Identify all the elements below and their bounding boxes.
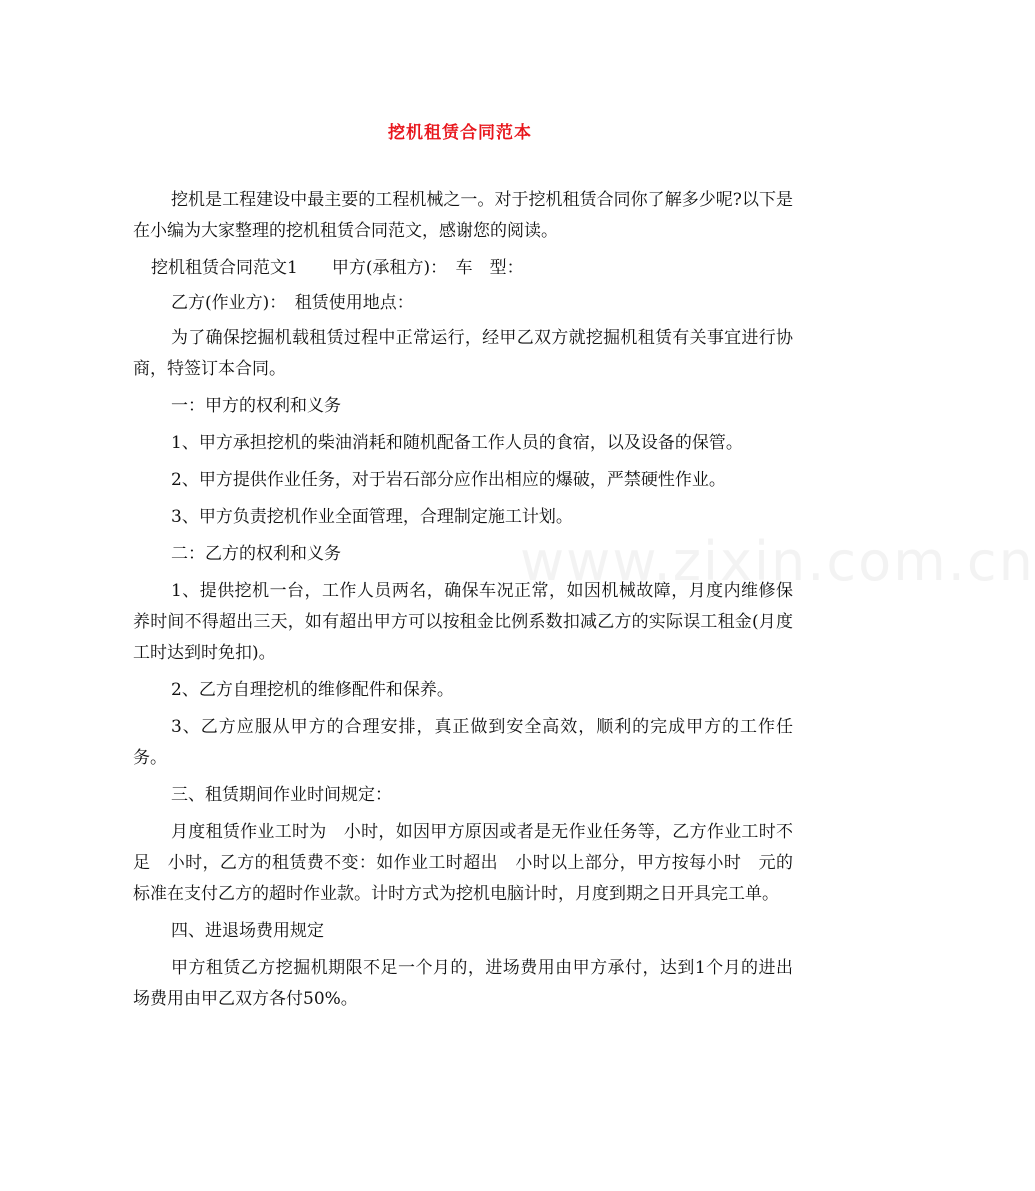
party-b-item-2: 2、乙方自理挖机的维修配件和保养。 [171,680,454,700]
contract-purpose: 为了确保挖掘机载租赁过程中正常运行，经甲乙双方就挖掘机租赁有关事宜进行协商，特签订本合同。 [133,328,793,379]
working-time-paragraph: 月度租赁作业工时为 小时，如因甲方原因或者是无作业任务等，乙方作业工时不足 小时，乙方的租赁费不变：如作业工时超出 小时以上部分，甲方按每小时 元的标准在支付乙方的超时作业款。计时方式为挖机电脑计时，月度到期之日开具完工单。 [133,822,793,904]
party-a-item-1: 1、甲方承担挖机的柴油消耗和随机配备工作人员的食宿，以及设备的保管。 [171,433,743,453]
contract-header-line: 挖机租赁合同范文1 甲方(承租方)： 车 型： [151,258,524,278]
section-heading-party-b: 二：乙方的权利和义务 [171,544,341,564]
section-heading-party-a: 一：甲方的权利和义务 [171,396,341,416]
entry-exit-fees-paragraph: 甲方租赁乙方挖掘机期限不足一个月的，进场费用由甲方承付，达到1个月的进出场费用由甲乙双方各付50%。 [133,958,793,1009]
document-title: 挖机租赁合同范本 [388,123,532,143]
party-b-item-1: 1、提供挖机一台，工作人员两名，确保车况正常，如因机械故障，月度内维修保养时间不得超出三天，如有超出甲方可以按租金比例系数扣减乙方的实际误工租金(月度工时达到时免扣)。 [133,581,793,663]
document-body [133,185,793,1021]
party-b-line: 乙方(作业方)： 租赁使用地点： [171,293,414,313]
section-heading-working-time: 三、租赁期间作业时间规定： [171,785,392,805]
party-a-item-2: 2、甲方提供作业任务，对于岩石部分应作出相应的爆破，严禁硬性作业。 [171,470,726,490]
intro-paragraph: 挖机是工程建设中最主要的工程机械之一。对于挖机租赁合同你了解多少呢?以下是在小编为大家整理的挖机租赁合同范文，感谢您的阅读。 [133,190,793,241]
section-heading-entry-exit-fees: 四、进退场费用规定 [171,921,324,941]
party-b-item-3: 3、乙方应服从甲方的合理安排，真正做到安全高效，顺利的完成甲方的工作任务。 [133,717,793,768]
watermark-text: www.zixin.com.cn [520,530,1035,593]
party-a-item-3: 3、甲方负责挖机作业全面管理，合理制定施工计划。 [171,507,573,527]
